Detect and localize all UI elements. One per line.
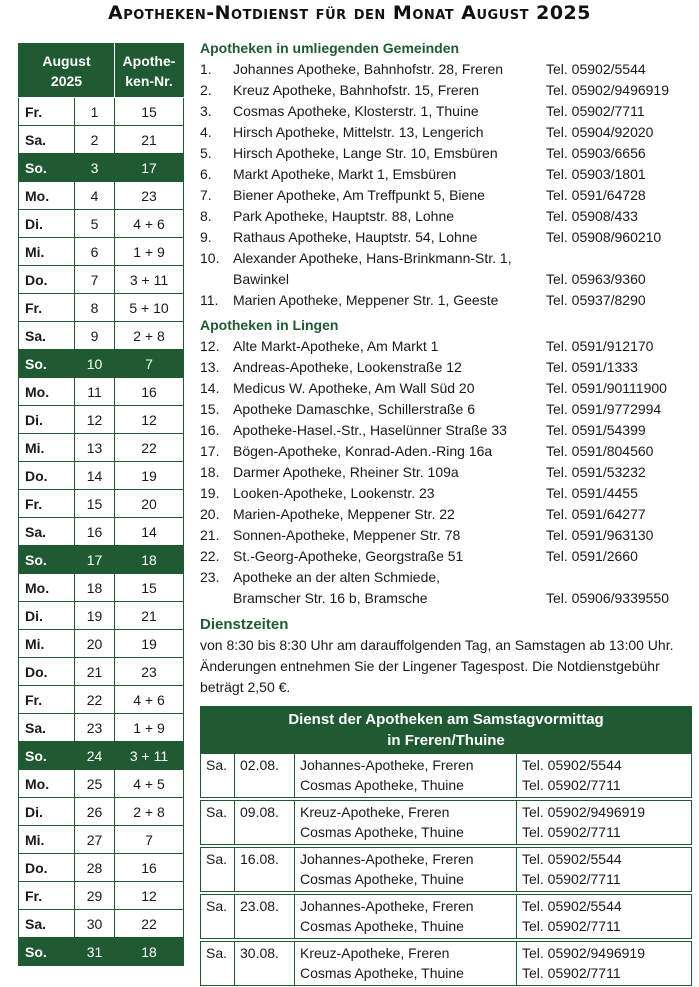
pharmacy-name-address: Markt Apotheke, Markt 1, Emsbüren bbox=[233, 166, 457, 182]
calendar-date: 4 bbox=[75, 182, 115, 210]
pharmacy-index: 5. bbox=[200, 145, 212, 161]
calendar-pharmacy-number: 16 bbox=[115, 378, 184, 406]
calendar-pharmacy-number: 1 + 9 bbox=[115, 238, 184, 266]
calendar-pharmacy-number: 4 + 6 bbox=[115, 210, 184, 238]
saturday-pharmacies bbox=[295, 942, 517, 986]
saturday-phone-2: Tel. 05902/7711 bbox=[522, 871, 621, 887]
calendar-day: So. bbox=[19, 546, 75, 574]
calendar-pharmacy-number: 21 bbox=[115, 126, 184, 154]
surrounding-heading: Apotheken in umliegenden Gemeinden bbox=[200, 40, 460, 56]
calendar-day: Mi. bbox=[19, 238, 75, 266]
pharmacy-list-item bbox=[200, 248, 690, 290]
calendar-pharmacy-number: 2 + 8 bbox=[115, 798, 184, 826]
pharmacy-list-item bbox=[200, 525, 690, 546]
saturday-pharmacy-1: Kreuz-Apotheke, Freren bbox=[300, 804, 450, 820]
pharmacy-name-address: Alexander Apotheke, Hans-Brinkmann-Str. 1, bbox=[233, 250, 512, 266]
calendar-date: 14 bbox=[75, 462, 115, 490]
pharmacy-phone: Tel. 0591/64728 bbox=[546, 187, 646, 203]
saturday-date: 23.08. bbox=[235, 895, 295, 939]
saturday-pharmacy-2: Cosmas Apotheke, Thuine bbox=[300, 871, 464, 887]
dienstzeiten-heading: Dienstzeiten bbox=[200, 616, 289, 633]
calendar-day: Di. bbox=[19, 602, 75, 630]
calendar-day: Mi. bbox=[19, 630, 75, 658]
pharmacy-index: 1. bbox=[200, 61, 212, 77]
calendar-date: 29 bbox=[75, 882, 115, 910]
calendar-date: 16 bbox=[75, 518, 115, 546]
calendar-row bbox=[19, 518, 184, 546]
saturday-phone-2: Tel. 05902/7711 bbox=[522, 824, 621, 840]
calendar-day: So. bbox=[19, 154, 75, 182]
pharmacy-address-continued: Bawinkel bbox=[233, 271, 290, 287]
pharmacy-phone: Tel. 05903/6656 bbox=[546, 145, 646, 161]
pharmacy-phone: Tel. 0591/54399 bbox=[546, 422, 646, 438]
pharmacy-name-address: Johannes Apotheke, Bahnhofstr. 28, Freren bbox=[233, 61, 504, 77]
calendar-date: 20 bbox=[75, 630, 115, 658]
calendar-pharmacy-number: 16 bbox=[115, 854, 184, 882]
pharmacy-index: 6. bbox=[200, 166, 212, 182]
pharmacy-list-item bbox=[200, 378, 690, 399]
saturday-row bbox=[201, 895, 692, 939]
saturday-phone-2: Tel. 05902/7711 bbox=[522, 777, 621, 793]
saturday-day: Sa. bbox=[201, 801, 235, 845]
calendar-pharmacy-number: 5 + 10 bbox=[115, 294, 184, 322]
calendar-pharmacy-number: 2 + 8 bbox=[115, 322, 184, 350]
saturday-pharmacy-1: Johannes-Apotheke, Freren bbox=[300, 757, 474, 773]
calendar-day: Sa. bbox=[19, 910, 75, 938]
saturday-date: 02.08. bbox=[235, 754, 295, 798]
calendar-day: Mi. bbox=[19, 826, 75, 854]
pharmacy-index: 9. bbox=[200, 229, 212, 245]
pharmacy-name-address: Apotheke Damaschke, Schillerstraße 6 bbox=[233, 401, 475, 417]
calendar-row bbox=[19, 462, 184, 490]
pharmacy-phone: Tel. 05902/9496919 bbox=[546, 82, 669, 98]
calendar-pharmacy-number: 3 + 11 bbox=[115, 266, 184, 294]
pharmacy-name-address: Looken-Apotheke, Lookenstr. 23 bbox=[233, 485, 435, 501]
saturday-phone-2: Tel. 05902/7711 bbox=[522, 965, 621, 981]
calendar-pharmacy-number: 19 bbox=[115, 462, 184, 490]
calendar-day: Sa. bbox=[19, 322, 75, 350]
pharmacy-list-item bbox=[200, 483, 690, 504]
saturday-phone-1: Tel. 05902/5544 bbox=[522, 898, 622, 914]
saturday-phone-1: Tel. 05902/5544 bbox=[522, 757, 622, 773]
pharmacy-phone: Tel. 0591/2660 bbox=[546, 548, 638, 564]
pharmacy-index: 18. bbox=[200, 464, 220, 480]
pharmacy-index: 12. bbox=[200, 338, 220, 354]
saturday-pharmacies bbox=[295, 801, 517, 845]
pharmacy-name-address: Alte Markt-Apotheke, Am Markt 1 bbox=[233, 338, 439, 354]
saturday-heading bbox=[201, 707, 692, 754]
calendar-day: So. bbox=[19, 350, 75, 378]
calendar-date: 6 bbox=[75, 238, 115, 266]
calendar-day: Fr. bbox=[19, 882, 75, 910]
calendar-row bbox=[19, 910, 184, 938]
calendar-day: Sa. bbox=[19, 714, 75, 742]
calendar-day: Do. bbox=[19, 266, 75, 294]
calendar-row bbox=[19, 714, 184, 742]
calendar-row bbox=[19, 126, 184, 154]
calendar-date: 2 bbox=[75, 126, 115, 154]
calendar-pharmacy-number: 19 bbox=[115, 630, 184, 658]
calendar-pharmacy-number: 1 + 9 bbox=[115, 714, 184, 742]
calendar-pharmacy-number: 14 bbox=[115, 518, 184, 546]
calendar-day: Sa. bbox=[19, 518, 75, 546]
pharmacy-index: 13. bbox=[200, 359, 220, 375]
pharmacy-list-item bbox=[200, 357, 690, 378]
calendar-date: 1 bbox=[75, 98, 115, 126]
pharmacy-name-address: Cosmas Apotheke, Klosterstr. 1, Thuine bbox=[233, 103, 479, 119]
saturday-pharmacy-1: Johannes-Apotheke, Freren bbox=[300, 898, 474, 914]
pharmacy-phone: Tel. 05902/5544 bbox=[546, 61, 646, 77]
calendar-pharmacy-number: 23 bbox=[115, 658, 184, 686]
pharmacy-index: 22. bbox=[200, 548, 220, 564]
calendar-row bbox=[19, 182, 184, 210]
calendar-pharmacy-number: 15 bbox=[115, 98, 184, 126]
saturday-date: 16.08. bbox=[235, 848, 295, 892]
saturday-heading-line2: in Freren/Thuine bbox=[387, 732, 505, 749]
calendar-row bbox=[19, 98, 184, 126]
calendar-date: 31 bbox=[75, 938, 115, 966]
calendar-row bbox=[19, 798, 184, 826]
saturday-pharmacy-1: Kreuz-Apotheke, Freren bbox=[300, 945, 450, 961]
saturday-heading-line1: Dienst der Apotheken am Samstagvormittag bbox=[288, 711, 604, 728]
calendar-row bbox=[19, 378, 184, 406]
calendar-date: 27 bbox=[75, 826, 115, 854]
calendar-row bbox=[19, 154, 184, 182]
saturday-day: Sa. bbox=[201, 848, 235, 892]
calendar-row bbox=[19, 630, 184, 658]
calendar-day: Di. bbox=[19, 406, 75, 434]
pharmacy-phone: Tel. 0591/90111900 bbox=[546, 380, 667, 396]
calendar-row bbox=[19, 938, 184, 966]
header-ph-line2: ken-Nr. bbox=[125, 72, 173, 89]
saturday-phone-1: Tel. 05902/9496919 bbox=[522, 804, 645, 820]
calendar-pharmacy-number: 20 bbox=[115, 490, 184, 518]
pharmacy-phone: Tel. 0591/804560 bbox=[546, 443, 654, 459]
saturday-row bbox=[201, 942, 692, 986]
calendar-row bbox=[19, 490, 184, 518]
pharmacy-list-item bbox=[200, 101, 690, 122]
calendar-header-row bbox=[19, 44, 184, 98]
calendar-day: Fr. bbox=[19, 686, 75, 714]
calendar-pharmacy-number: 17 bbox=[115, 154, 184, 182]
calendar-row bbox=[19, 882, 184, 910]
calendar-day: Mo. bbox=[19, 770, 75, 798]
pharmacy-name-address: Andreas-Apotheke, Lookenstraße 12 bbox=[233, 359, 462, 375]
calendar-day: So. bbox=[19, 742, 75, 770]
calendar-row bbox=[19, 658, 184, 686]
pharmacy-name-address: Hirsch Apotheke, Mittelstr. 13, Lengerich bbox=[233, 124, 484, 140]
saturday-table bbox=[200, 706, 692, 986]
pharmacy-name-address: Hirsch Apotheke, Lange Str. 10, Emsbüren bbox=[233, 145, 498, 161]
calendar-day: Do. bbox=[19, 854, 75, 882]
calendar-date: 23 bbox=[75, 714, 115, 742]
pharmacy-list-item bbox=[200, 420, 690, 441]
pharmacy-list-item bbox=[200, 59, 690, 80]
calendar-date: 18 bbox=[75, 574, 115, 602]
dienstzeiten-text: von 8:30 bis 8:30 Uhr am darauffolgenden Tag, an Samstagen ab 13:00 Uhr. Änderungen entnehmen Sie der Lingener Tagespost. Die Notdienstgebühr beträgt 2,50 €. bbox=[200, 637, 674, 695]
pharmacy-index: 3. bbox=[200, 103, 212, 119]
saturday-pharmacy-2: Cosmas Apotheke, Thuine bbox=[300, 965, 464, 981]
pharmacy-phone: Tel. 0591/64277 bbox=[546, 506, 646, 522]
saturday-row bbox=[201, 848, 692, 892]
calendar-row bbox=[19, 854, 184, 882]
pharmacy-list-item bbox=[200, 143, 690, 164]
pharmacy-phone: Tel. 05903/1801 bbox=[546, 166, 646, 182]
saturday-date: 09.08. bbox=[235, 801, 295, 845]
calendar-date: 17 bbox=[75, 546, 115, 574]
calendar-row bbox=[19, 574, 184, 602]
pharmacy-phone: Tel. 0591/963130 bbox=[546, 527, 654, 543]
pharmacy-list-item bbox=[200, 567, 690, 609]
header-month-line1: August bbox=[42, 52, 91, 69]
saturday-pharmacies bbox=[295, 754, 517, 798]
calendar-row bbox=[19, 238, 184, 266]
pharmacy-list-item bbox=[200, 164, 690, 185]
calendar-date: 30 bbox=[75, 910, 115, 938]
calendar-date: 3 bbox=[75, 154, 115, 182]
pharmacy-phone: Tel. 05902/7711 bbox=[546, 103, 645, 119]
calendar-pharmacy-number: 4 + 5 bbox=[115, 770, 184, 798]
saturday-pharmacies bbox=[295, 848, 517, 892]
pharmacy-index: 11. bbox=[200, 292, 219, 308]
calendar-pharmacy-number: 22 bbox=[115, 434, 184, 462]
calendar-row bbox=[19, 686, 184, 714]
lingen-list bbox=[200, 336, 690, 609]
calendar-row bbox=[19, 350, 184, 378]
pharmacy-index: 10. bbox=[200, 250, 220, 266]
calendar-pharmacy-number: 12 bbox=[115, 882, 184, 910]
pharmacy-name-address: Marien-Apotheke, Meppener Str. 22 bbox=[233, 506, 455, 522]
saturday-phones bbox=[517, 801, 692, 845]
pharmacy-name-address: Bögen-Apotheke, Konrad-Aden.-Ring 16a bbox=[233, 443, 493, 459]
saturday-phones bbox=[517, 895, 692, 939]
calendar-day: Sa. bbox=[19, 126, 75, 154]
calendar-pharmacy-number: 21 bbox=[115, 602, 184, 630]
pharmacy-index: 21. bbox=[200, 527, 220, 543]
calendar-day: Di. bbox=[19, 798, 75, 826]
pharmacy-phone: Tel. 0591/1333 bbox=[546, 359, 638, 375]
pharmacy-index: 14. bbox=[200, 380, 220, 396]
pharmacy-name-address: Rathaus Apotheke, Hauptstr. 54, Lohne bbox=[233, 229, 478, 245]
pharmacy-name-address: Apotheke-Hasel.-Str., Haselünner Straße 33 bbox=[233, 422, 507, 438]
calendar-date: 5 bbox=[75, 210, 115, 238]
calendar-date: 15 bbox=[75, 490, 115, 518]
calendar-pharmacy-number: 7 bbox=[115, 350, 184, 378]
pharmacy-name-address: Biener Apotheke, Am Treffpunkt 5, Biene bbox=[233, 187, 485, 203]
pharmacy-name-address: Park Apotheke, Hauptstr. 88, Lohne bbox=[233, 208, 455, 224]
saturday-phones bbox=[517, 754, 692, 798]
calendar-pharmacy-number: 12 bbox=[115, 406, 184, 434]
calendar-date: 10 bbox=[75, 350, 115, 378]
saturday-day: Sa. bbox=[201, 895, 235, 939]
saturday-phones bbox=[517, 848, 692, 892]
calendar-pharmacy-number: 15 bbox=[115, 574, 184, 602]
saturday-pharmacy-2: Cosmas Apotheke, Thuine bbox=[300, 777, 464, 793]
pharmacy-address-continued: Bramscher Str. 16 b, Bramsche bbox=[233, 590, 428, 606]
calendar-row bbox=[19, 322, 184, 350]
pharmacy-index: 20. bbox=[200, 506, 220, 522]
pharmacy-list-item bbox=[200, 504, 690, 525]
lingen-heading: Apotheken in Lingen bbox=[200, 317, 339, 333]
calendar-row bbox=[19, 826, 184, 854]
pharmacy-phone: Tel. 05904/92020 bbox=[546, 124, 654, 140]
pharmacy-index: 7. bbox=[200, 187, 212, 203]
calendar-row bbox=[19, 266, 184, 294]
saturday-pharmacy-1: Johannes-Apotheke, Freren bbox=[300, 851, 474, 867]
calendar-date: 25 bbox=[75, 770, 115, 798]
pharmacy-phone: Tel. 0591/9772994 bbox=[546, 401, 662, 417]
pharmacy-list-item bbox=[200, 546, 690, 567]
calendar-day: Di. bbox=[19, 210, 75, 238]
pharmacy-phone: Tel. 05906/9339550 bbox=[546, 590, 669, 606]
pharmacy-phone: Tel. 05937/8290 bbox=[546, 292, 646, 308]
saturday-pharmacy-2: Cosmas Apotheke, Thuine bbox=[300, 824, 464, 840]
saturday-day: Sa. bbox=[201, 754, 235, 798]
pharmacy-list-item bbox=[200, 227, 690, 248]
calendar-date: 26 bbox=[75, 798, 115, 826]
pharmacy-list-item bbox=[200, 122, 690, 143]
saturday-row bbox=[201, 754, 692, 798]
saturday-date: 30.08. bbox=[235, 942, 295, 986]
pharmacy-index: 2. bbox=[200, 82, 212, 98]
pharmacy-name-address: Medicus W. Apotheke, Am Wall Süd 20 bbox=[233, 380, 475, 396]
saturday-phone-2: Tel. 05902/7711 bbox=[522, 918, 621, 934]
header-month-line2: 2025 bbox=[50, 72, 83, 89]
calendar-date: 19 bbox=[75, 602, 115, 630]
pharmacy-name-address: Marien Apotheke, Meppener Str. 1, Geeste bbox=[233, 292, 499, 308]
pharmacy-index: 19. bbox=[200, 485, 220, 501]
calendar-pharmacy-number: 23 bbox=[115, 182, 184, 210]
calendar-row bbox=[19, 602, 184, 630]
saturday-pharmacy-2: Cosmas Apotheke, Thuine bbox=[300, 918, 464, 934]
pharmacy-name-address: Kreuz Apotheke, Bahnhofstr. 15, Freren bbox=[233, 82, 479, 98]
pharmacy-list-item bbox=[200, 206, 690, 227]
calendar-row bbox=[19, 434, 184, 462]
pharmacy-phone: Tel. 05963/9360 bbox=[546, 271, 646, 287]
calendar-day: Do. bbox=[19, 658, 75, 686]
pharmacy-name-address: Darmer Apotheke, Rheiner Str. 109a bbox=[233, 464, 459, 480]
pharmacy-name-address: Sonnen-Apotheke, Meppener Str. 78 bbox=[233, 527, 461, 543]
calendar-day: Mo. bbox=[19, 574, 75, 602]
calendar-date: 13 bbox=[75, 434, 115, 462]
page-title: Apotheken-Notdienst für den Monat August 2025 bbox=[108, 2, 591, 24]
saturday-day: Sa. bbox=[201, 942, 235, 986]
calendar-row bbox=[19, 406, 184, 434]
calendar-day: Fr. bbox=[19, 490, 75, 518]
pharmacy-list-item bbox=[200, 441, 690, 462]
pharmacy-phone: Tel. 0591/53232 bbox=[546, 464, 646, 480]
pharmacy-index: 15. bbox=[200, 401, 220, 417]
calendar-pharmacy-number: 7 bbox=[115, 826, 184, 854]
calendar-day: Do. bbox=[19, 462, 75, 490]
pharmacy-index: 23. bbox=[200, 569, 220, 585]
pharmacy-phone: Tel. 05908/433 bbox=[546, 208, 638, 224]
calendar-row bbox=[19, 546, 184, 574]
pharmacy-list-item bbox=[200, 462, 690, 483]
header-ph-line1: Apothe- bbox=[122, 52, 176, 69]
saturday-phones bbox=[517, 942, 692, 986]
calendar-header-pharmacy bbox=[115, 44, 184, 98]
calendar-row bbox=[19, 742, 184, 770]
calendar-date: 9 bbox=[75, 322, 115, 350]
calendar-row bbox=[19, 770, 184, 798]
pharmacy-phone: Tel. 0591/912170 bbox=[546, 338, 654, 354]
pharmacy-index: 4. bbox=[200, 124, 212, 140]
saturday-phone-1: Tel. 05902/9496919 bbox=[522, 945, 645, 961]
calendar-day: Fr. bbox=[19, 294, 75, 322]
pharmacy-name-address: St.-Georg-Apotheke, Georgstraße 51 bbox=[233, 548, 464, 564]
calendar-pharmacy-number: 18 bbox=[115, 546, 184, 574]
calendar-date: 21 bbox=[75, 658, 115, 686]
calendar-header-month bbox=[19, 44, 115, 98]
calendar-pharmacy-number: 4 + 6 bbox=[115, 686, 184, 714]
calendar-pharmacy-number: 22 bbox=[115, 910, 184, 938]
calendar-row bbox=[19, 294, 184, 322]
calendar-date: 12 bbox=[75, 406, 115, 434]
saturday-phone-1: Tel. 05902/5544 bbox=[522, 851, 622, 867]
calendar-day: Mo. bbox=[19, 378, 75, 406]
calendar-day: Mi. bbox=[19, 434, 75, 462]
calendar-date: 28 bbox=[75, 854, 115, 882]
saturday-pharmacies bbox=[295, 895, 517, 939]
calendar-date: 24 bbox=[75, 742, 115, 770]
pharmacy-list-item bbox=[200, 290, 690, 311]
pharmacy-phone: Tel. 0591/4455 bbox=[546, 485, 638, 501]
pharmacy-phone: Tel. 05908/960210 bbox=[546, 229, 662, 245]
calendar-day: So. bbox=[19, 938, 75, 966]
calendar-date: 7 bbox=[75, 266, 115, 294]
saturday-row bbox=[201, 801, 692, 845]
pharmacy-index: 8. bbox=[200, 208, 212, 224]
pharmacy-index: 17. bbox=[200, 443, 220, 459]
pharmacy-list-item bbox=[200, 336, 690, 357]
calendar-pharmacy-number: 18 bbox=[115, 938, 184, 966]
calendar-day: Fr. bbox=[19, 98, 75, 126]
pharmacy-list-item bbox=[200, 399, 690, 420]
pharmacy-index: 16. bbox=[200, 422, 220, 438]
pharmacy-directory bbox=[200, 38, 690, 698]
saturday-header-row bbox=[201, 707, 692, 754]
calendar-table bbox=[18, 43, 184, 966]
calendar-date: 11 bbox=[75, 378, 115, 406]
pharmacy-list-item bbox=[200, 185, 690, 206]
calendar-date: 8 bbox=[75, 294, 115, 322]
surrounding-list bbox=[200, 59, 690, 311]
calendar-pharmacy-number: 3 + 11 bbox=[115, 742, 184, 770]
pharmacy-name-address: Apotheke an der alten Schmiede, bbox=[233, 569, 441, 585]
calendar-date: 22 bbox=[75, 686, 115, 714]
pharmacy-list-item bbox=[200, 80, 690, 101]
calendar-row bbox=[19, 210, 184, 238]
calendar-day: Mo. bbox=[19, 182, 75, 210]
